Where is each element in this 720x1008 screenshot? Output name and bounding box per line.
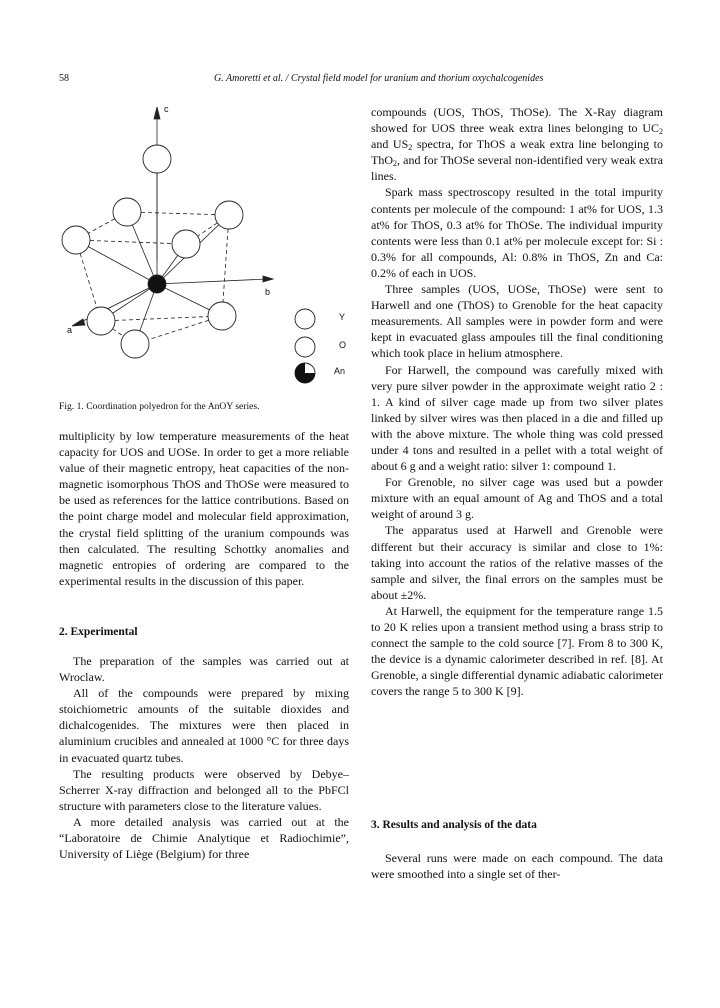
running-title: G. Amoretti et al. / Crystal field model for uranium and thorium oxychalcogenides — [214, 73, 544, 84]
page-number: 58 — [59, 73, 69, 84]
paragraph: The preparation of the samples was carried out at Wroclaw. — [59, 654, 349, 685]
paragraph: compounds (UOS, ThOS, ThOSe). The X-Ray diagram showed for UOS three weak extra lines belonging to $UC_2$ and $US_2$ spectra, for ThOS a weak extra line belonging to ThO$_2$, and for ThOSe several non-identified very weak extra lines. — [371, 105, 663, 184]
left-column-section-2-body — [59, 653, 349, 862]
left-column-section-2 — [59, 624, 349, 640]
figure-caption: Fig. 1. Coordination polyedron for the AnOY series. — [59, 401, 260, 412]
axis-a-label: a — [67, 325, 73, 335]
paragraph: Several runs were made on each compound. The data were smoothed into a single set of ther- — [371, 851, 663, 882]
paragraph: All of the compounds were prepared by mixing stoichiometric amounts of the suitable dioxides and dichalcogenides. The mixtures were then placed in aluminium crucibles and annealed at 1000 °C for three days in evacuated quartz tubes. — [59, 686, 349, 765]
axis-b-label: b — [265, 287, 271, 297]
legend-label-o: O — [339, 340, 347, 350]
right-column-section-3 — [371, 817, 663, 833]
paragraph: For Harwell, the compound was carefully mixed with very pure silver powder in the approximate weight ratio 2 : 1. A kind of silver cage made up from two silver plates linked by silver wires was then placed in a die and filled up with the above mixture. The whole thing was cold pressed under 4 tons and resulted in a pellet with a total weight of about 6 g and a weight ratio: silver 1: compound 1. — [371, 362, 663, 474]
running-header — [59, 73, 663, 87]
paragraph: The apparatus used at Harwell and Grenoble were different but their accuracy is similar and close to 1%: taking into account the ratios of the relative masses of the sample and silver, the final errors on the samples must be about ±2%. — [371, 523, 663, 602]
figure-1 — [59, 101, 359, 399]
legend-label-y: Y — [339, 312, 346, 322]
left-column — [59, 428, 349, 589]
right-column-section-3-body — [371, 850, 663, 882]
right-column — [371, 104, 663, 699]
paragraph: The resulting products were observed by Debye–Scherrer X-ray diffraction and belonged all to the PbFCl structure with parameters close to the literature values. — [59, 766, 349, 813]
coordination-polyhedron-diagram — [59, 101, 359, 399]
paragraph: multiplicity by low temperature measurements of the heat capacity for UOS and UOSe. In order to get a more reliable value of their magnetic entropy, heat capacities of the non-magnetic isomorphous ThOS and ThOSe were measured to be used as references for the lattice contributions. Based on the point charge model and molecular field approximation, the crystal field splitting of the uranium compounds was then calculated. The resulting Schottky anomalies and magnetic entropies of ordering are compared to the experimental results in the discussion of this paper. — [59, 429, 349, 588]
paragraph: For Grenoble, no silver cage was used but a powder mixture with an equal amount of Ag and ThOS and a total weight of around 3 g. — [371, 475, 663, 522]
paragraph: Spark mass spectroscopy resulted in the total impurity contents per molecule of the compound: 1 at% for UOS, 1.3 at% for ThOS, 0.3 at% for ThOSe. The individual impurity contents were less than 0.1 at% per molecule except for: Si : 0.3% for all compounds, Al: 0.8% in ThOS, Zn and Ca: 0.2% of each in UOS. — [371, 185, 663, 280]
legend-label-an: An — [334, 366, 346, 376]
section-heading: 2. Experimental — [59, 626, 138, 638]
section-heading: 3. Results and analysis of the data — [371, 819, 537, 831]
paragraph: A more detailed analysis was carried out at the “Laboratoire de Chimie Analytique et Radiochimie”, University of Liège (Belgium) for three — [59, 814, 349, 862]
axis-c-label: c — [164, 104, 169, 114]
paragraph: At Harwell, the equipment for the temperature range 1.5 to 20 K relies upon a transient method using a brass strip to connect the sample to the cold source [7]. From 8 to 300 K, the device is a dynamic calorimeter described in ref. [8]. At Grenoble, a single differential dynamic adiabatic calorimeter covers the range 5 to 300 K [9]. — [371, 603, 663, 699]
paragraph: Three samples (UOS, UOSe, ThOSe) were sent to Harwell and one (ThOS) to Grenoble for the heat capacity measurements. All samples were in powder form and were kept in evacuated glass ampoules till the final conditioning which took place in helium atmosphere. — [371, 282, 663, 361]
